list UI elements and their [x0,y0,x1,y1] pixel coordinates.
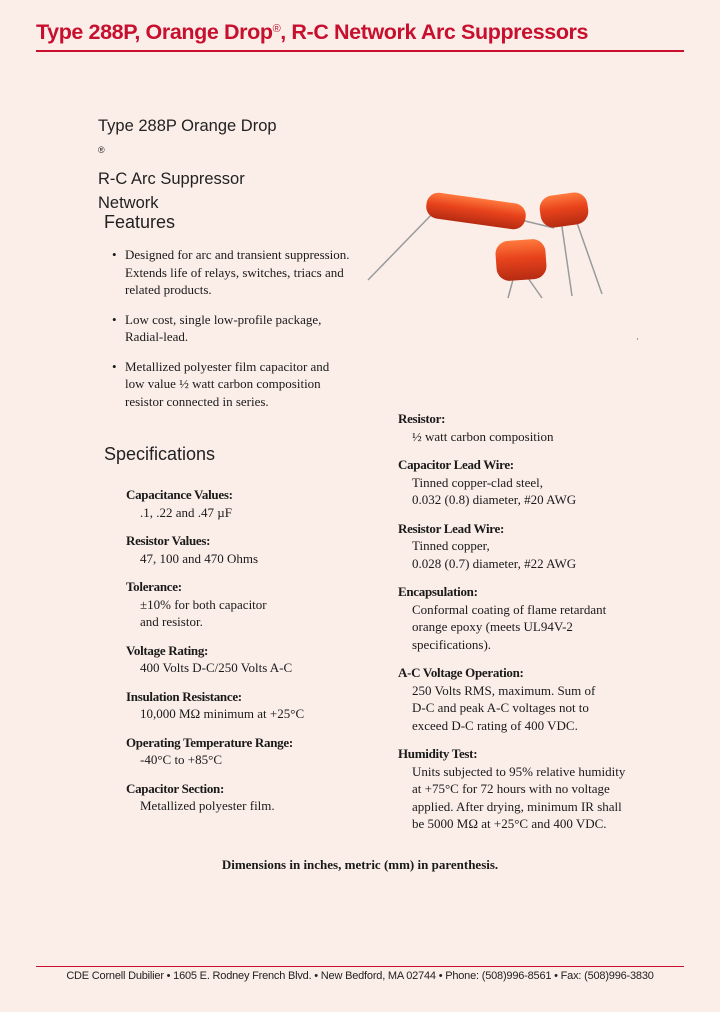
page-header-title: Type 288P, Orange Drop®, R-C Network Arc Suppressors [36,20,589,44]
spec-ac-voltage-operation: A-C Voltage Operation: 250 Volts RMS, maximum. Sum of D-C and peak A-C voltages not to exceed D-C rating of 400 VDC. [398,665,596,733]
product-photo [356,178,656,328]
dimensions-note: Dimensions in inches, metric (mm) in parenthesis. [221,857,499,872]
spec-insulation-resistance: Insulation Resistance: 10,000 MΩ minimum at +25°C [126,688,305,721]
feature-item: • Low cost, single low-profile package, Radial-lead. [112,311,352,346]
spec-capacitor-section: Capacitor Section: Metallized polyester film. [126,780,275,813]
spec-voltage-rating: Voltage Rating: 400 Volts D-C/250 Volts A-C [126,642,293,675]
footer-contact: CDE Cornell Dubilier • 1605 E. Rodney French Blvd. • New Bedford, MA 02744 • Phone: (508)996-8561 • Fax: (508)996-3830 [66,970,654,982]
product-title-line-3: Network [98,194,159,212]
footer-divider [36,966,684,967]
spec-capacitor-lead-wire: Capacitor Lead Wire: Tinned copper-clad steel, 0.032 (0.8) diameter, #20 AWG [398,457,577,507]
feature-item: • Designed for arc and transient suppression. Extends life of relays, switches, triacs and related products. [112,246,352,299]
product-title-line-1: Type 288P Orange Drop ® [98,117,277,155]
features-heading: Features [104,212,176,232]
features-list [112,246,352,422]
product-title-line-2: R-C Arc Suppressor [98,170,245,188]
product-title [98,114,277,215]
feature-item: • Metallized polyester film capacitor and low value ½ watt carbon composition resistor connected in series. [112,358,352,411]
spec-resistor: Resistor: ½ watt carbon composition [398,411,554,444]
specifications-right-column [398,410,678,844]
spec-capacitance: Capacitance Values: .1, .22 and .47 µF [126,487,233,520]
spec-tolerance: Tolerance: ±10% for both capacitor and resistor. [126,579,267,629]
capacitor-short [538,191,602,296]
specifications-left-column [126,486,366,826]
scan-mark-icon: · [636,334,639,344]
header-divider [36,50,684,52]
spec-humidity-test: Humidity Test: Units subjected to 95% relative humidity at +75°C for 72 hours with no voltage applied. After drying, minimum IR shall be 5000 MΩ at +25°C and 400 VDC. [398,746,626,831]
spec-resistor-lead-wire: Resistor Lead Wire: Tinned copper, 0.028 (0.7) diameter, #22 AWG [398,520,577,571]
capacitor-small [495,238,548,298]
spec-resistor-values: Resistor Values: 47, 100 and 470 Ohms [126,533,259,566]
spec-encapsulation: Encapsulation: Conformal coating of flame retardant orange epoxy (meets UL94V-2 specifications). [398,584,607,652]
spec-operating-temperature: Operating Temperature Range: -40°C to +85°C [126,734,293,767]
specifications-heading: Specifications [104,444,216,464]
